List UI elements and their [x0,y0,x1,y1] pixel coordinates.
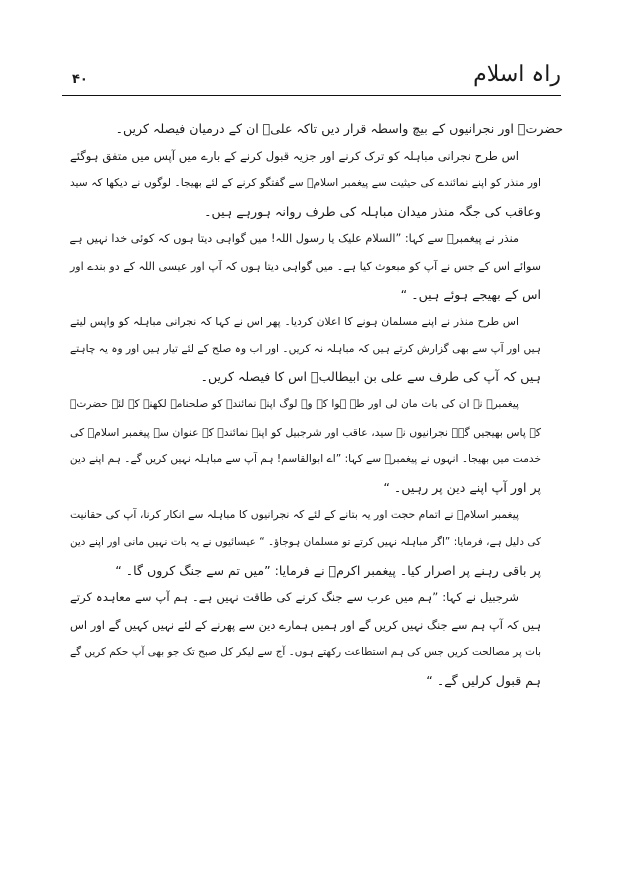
text-line: ہیں کہ آپ ہم سے جنگ نہیں کریں گے اور ہمیں ہمارے دین سے پھرنے کے لئے نہیں کہیں گے اور اس [70,617,541,632]
text-line: اس طرح منذر نے اپنے مسلمان ہونے کا اعلان کردیا۔ پھر اس نے کہا کہ نجرانی مباہلہ کو واپس لیتے [70,315,519,329]
paragraph [70,584,563,694]
text-line: پیغمبر اسلامؐ نے اتمام حجت اور یہ بتانے کے لئے کہ نجرانیوں کا مباہلہ سے انکار کرنا، آپ کی حقانیت [69,508,519,522]
header-divider [62,95,561,96]
text-line: پر باقی رہنے پر اصرار کیا۔ پیغمبر اکرمؐ نے فرمایا: ”میں تم سے جنگ کروں گا۔ “ [115,562,541,578]
running-header [62,60,561,96]
text-line: حضرتؑ اور نجرانیوں کے بیچ واسطہ قرار دیں تاکہ علیؑ ان کے درمیان فیصلہ کریں۔ [115,121,563,136]
text-line: ہم قبول کرلیں گے۔ “ [426,672,541,688]
body-text [70,115,563,694]
text-line: ہیں کہ آپ کی طرف سے علی بن ابیطالبؑ اس کا فیصلہ کریں۔ [200,369,541,385]
paragraph [70,115,563,143]
text-line: شرجبیل نے کہا: ”ہم میں عرب سے جنگ کرنے کی طاقت نہیں ہے۔ ہم آپ سے معاہدہ کرتے [70,590,519,605]
text-line: منذر نے پیغمبرؐ سے کہا: ”السلام علیک یا رسول اللہ! میں گواہی دیتا ہوں کہ کوئی خدا نہیں ہے [69,232,519,246]
paragraph [70,501,563,584]
text-line: اس طرح نجرانی مباہلہ کو ترک کرنے اور جزیہ قبول کرنے کے بارے میں آپس میں متفق ہوگئے [70,148,519,163]
text-line: اس کے بھیجے ہوئے ہیں۔ “ [400,286,541,302]
text-line: پر اور آپ اپنے دین پر رہیں۔ “ [383,479,541,495]
text-line: کے پاس بھیجیں گے۔ نجرانیوں نے سید، عاقب اور شرجبیل کو اپنے نمائندے کے عنوان سے پیغمبر اسلامؐ کی [70,425,541,439]
paragraph [70,308,563,391]
text-line: بات پر مصالحت کریں جس کی ہم استطاعت رکھتے ہوں۔ آج سے لیکر کل صبح تک جو بھی آپ حکم کریں گے [70,646,541,659]
text-line: وعاقب کی جگہ منذر میدان مباہلہ کی طرف روانہ ہورہے ہیں۔ [204,203,541,219]
paragraph [70,143,563,226]
paragraph [70,391,563,501]
text-line: ہیں اور آپ سے بھی گزارش کرتے ہیں کہ مباہلہ نہ کریں۔ اور اب وہ صلح کے لئے تیار ہیں اور وہ یہ چاہتے [70,342,541,355]
text-line: کی دلیل ہے، فرمایا: ”اگر مباہلہ نہیں کرتے تو مسلمان ہوجاؤ۔ “ عیسائیوں نے یہ بات نہیں مانی اور اپنے دین [70,535,541,548]
book-title: راہ اسلام [473,62,561,87]
text-line: پیغمبرؐ نے ان کی بات مان لی اور طے ہوا کہ وہ لوگ اپنے نمائندے کو صلحنامہ لکھنے کے لئے حضرتؑ [70,397,519,410]
text-line: اور منذر کو اپنے نمائندے کی حیثیت سے پیغمبر اسلامؐ سے گفتگو کرنے کے لئے بھیجا۔ لوگوں نے دیکھا کہ سید [70,177,541,190]
text-line: خدمت میں بھیجا۔ انہوں نے پیغمبرؐ سے کہا: ”اے ابوالقاسم! ہم آپ سے مباہلہ نہیں کریں گے۔ ہم اپنے دین [69,453,541,466]
paragraph [70,225,563,308]
text-line: سوائے اس کے جس نے آپ کو مبعوث کیا ہے۔ میں گواہی دیتا ہوں کہ آپ اور عیسی اللہ کے دو بندے اور [70,259,541,273]
page-number: ۴۰ [72,72,88,87]
